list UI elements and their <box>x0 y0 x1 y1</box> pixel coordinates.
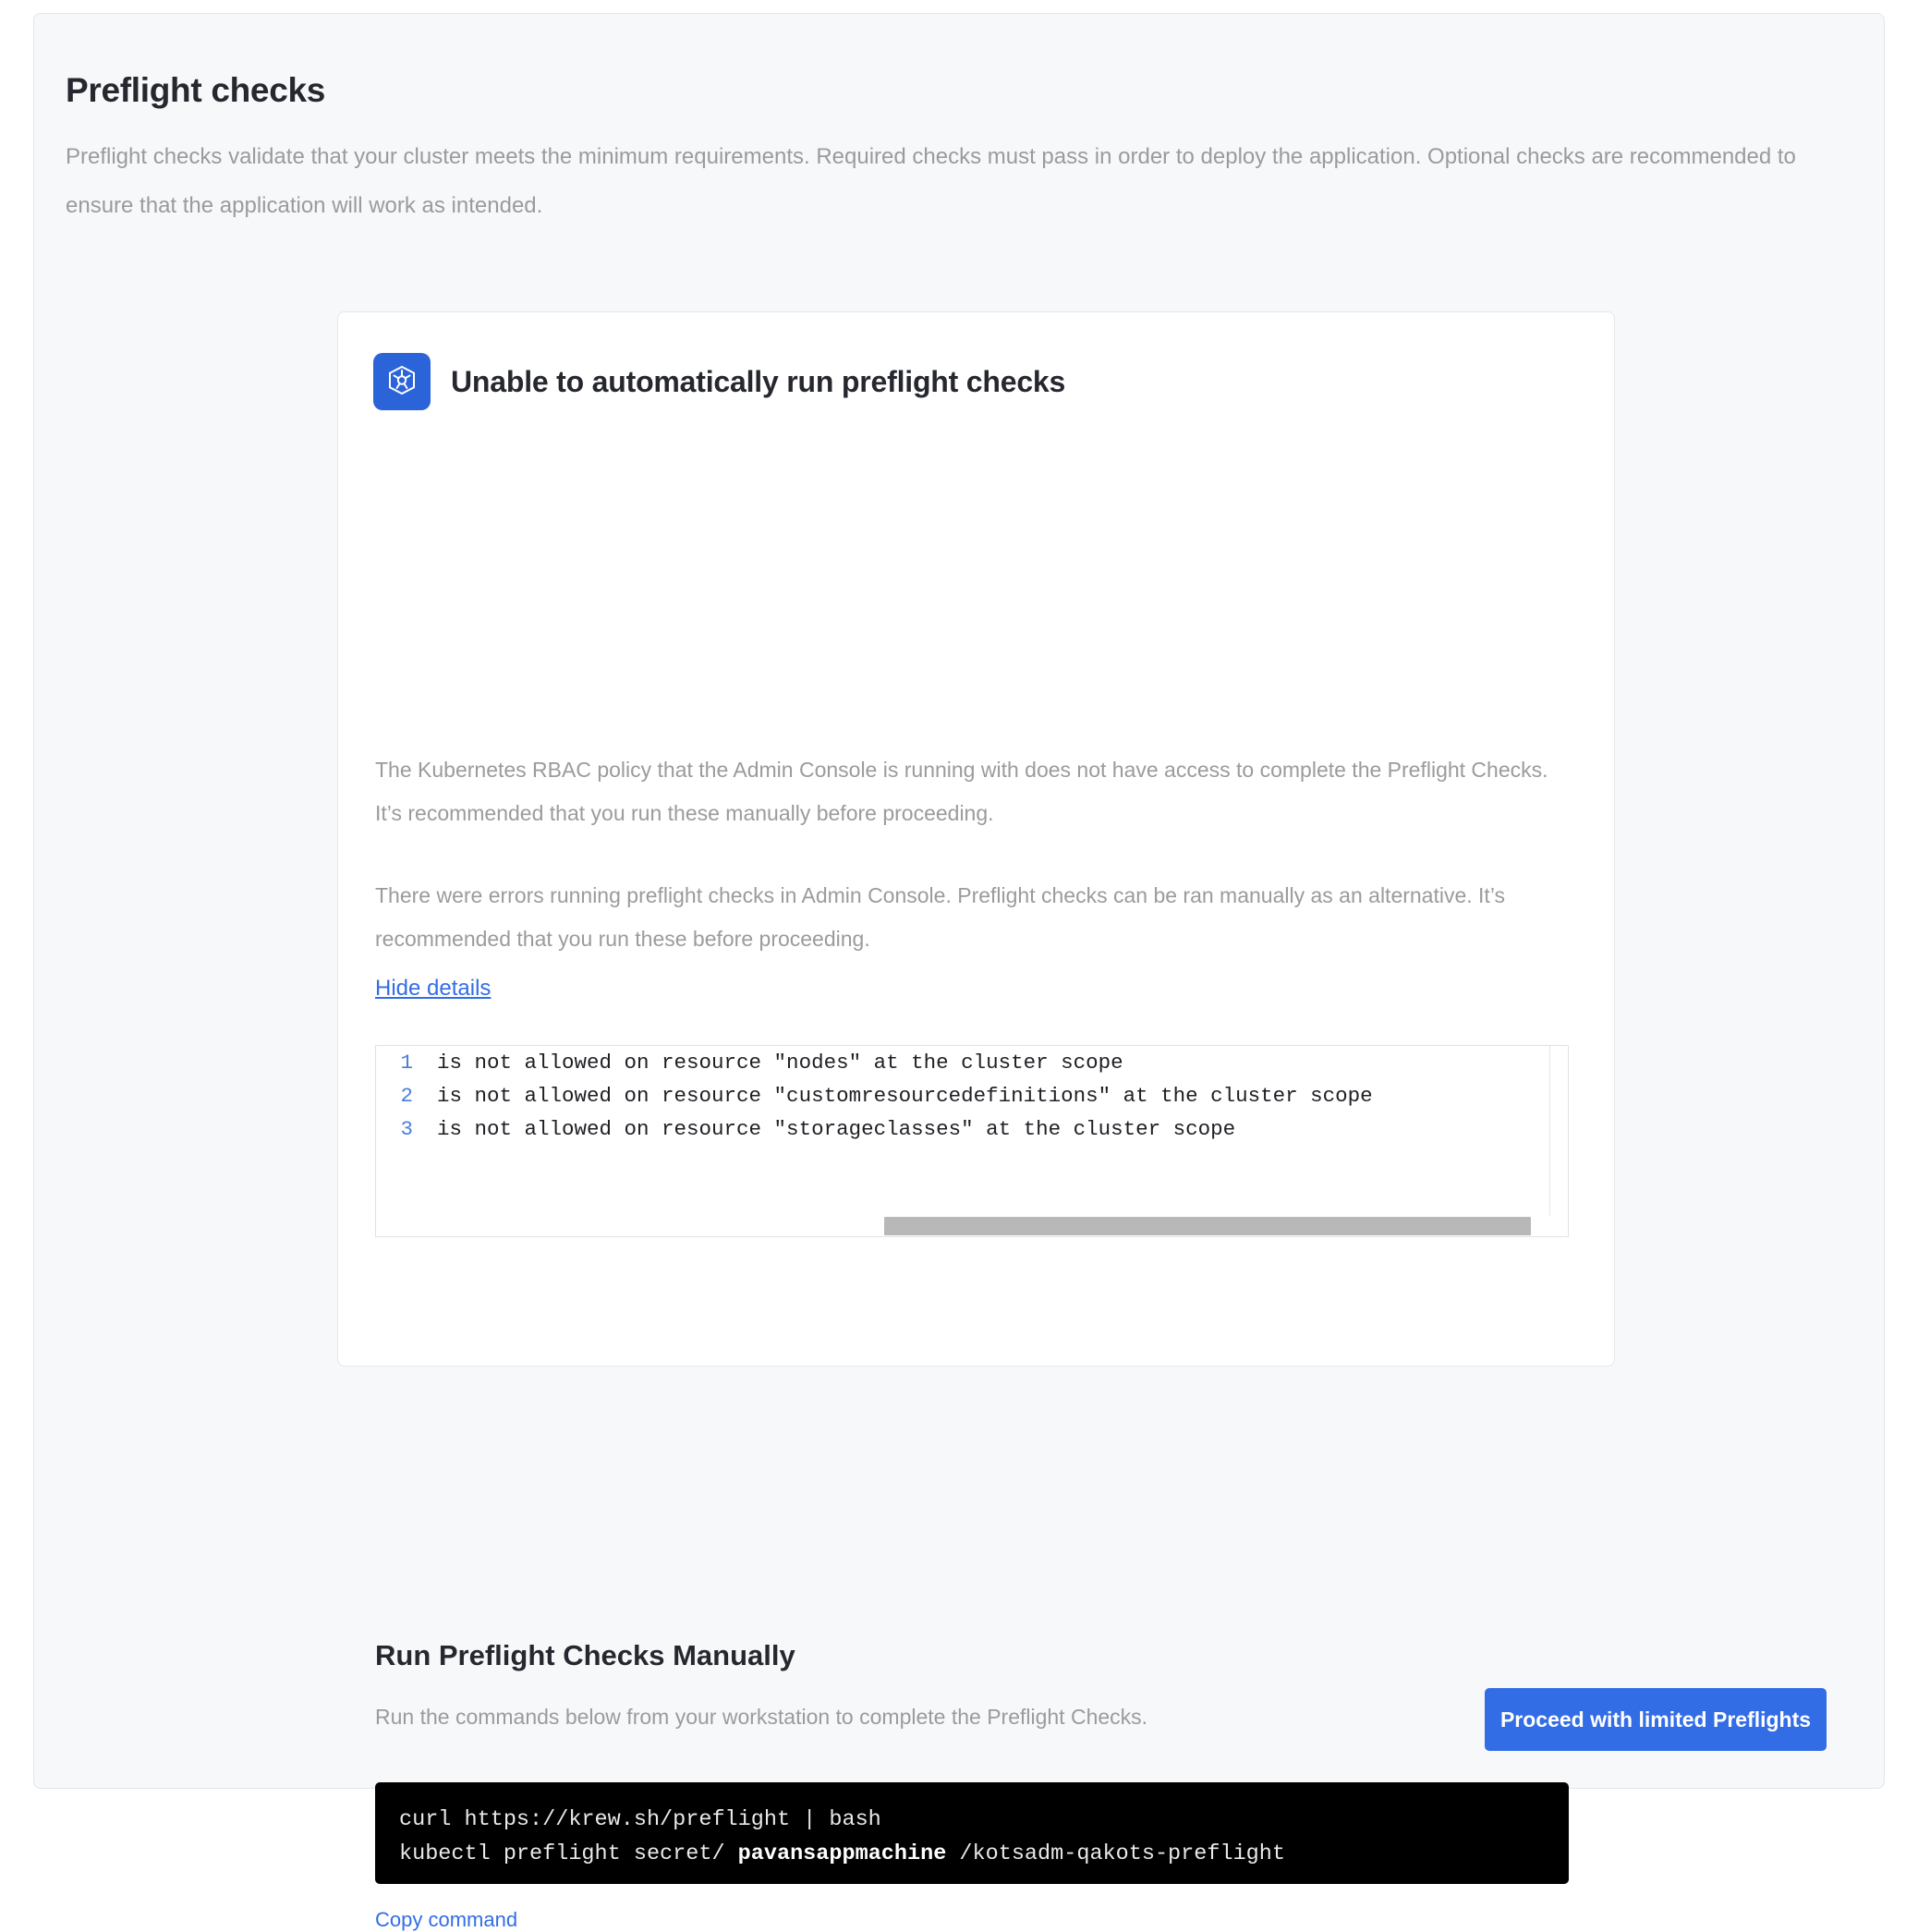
log-line <box>376 1079 1568 1112</box>
command-line-2-prefix: kubectl preflight secret/ <box>399 1841 738 1866</box>
log-line-text: is not allowed on resource "customresourcedefinitions" at the cluster scope <box>437 1084 1373 1108</box>
card-title: Unable to automatically run preflight checks <box>451 364 1066 398</box>
preflight-error-card <box>337 311 1615 1931</box>
card-paragraph-rbac: The Kubernetes RBAC policy that the Admin Console is running with does not have access to complete the Preflight Checks. It’s recommended that you run these manually before proceeding. <box>375 758 1548 825</box>
log-vertical-scrollbar[interactable] <box>1549 1046 1568 1237</box>
log-line-number: 3 <box>400 1117 413 1141</box>
proceed-with-limited-preflights-button[interactable]: Proceed with limited Preflights <box>1485 1688 1827 1751</box>
log-line <box>376 1046 1568 1079</box>
log-content <box>376 1046 1568 1236</box>
command-line-1: curl https://krew.sh/preflight | bash <box>399 1807 881 1832</box>
manual-run-description: Run the commands below from your workstation to complete the Preflight Checks. <box>375 1705 1148 1729</box>
hide-details-link[interactable]: Hide details <box>375 976 492 1001</box>
preflight-error-log[interactable] <box>375 1045 1569 1237</box>
page-title: Preflight checks <box>66 71 326 109</box>
log-line-text: is not allowed on resource "storageclasses" at the cluster scope <box>437 1117 1236 1141</box>
preflight-checks-page <box>33 13 1885 1931</box>
log-line <box>376 1112 1568 1146</box>
kubernetes-icon <box>373 353 431 410</box>
log-line-number: 2 <box>400 1084 413 1108</box>
command-block[interactable] <box>375 1782 1569 1884</box>
log-line-number: 1 <box>400 1051 413 1075</box>
manual-run-title: Run Preflight Checks Manually <box>375 1639 795 1671</box>
command-line-2 <box>399 1837 1545 1871</box>
page-description: Preflight checks validate that your cluster meets the minimum requirements. Required checks must pass in order to deploy the application. Optional checks are recommended to ensure that the application will work as intended. <box>66 144 1796 218</box>
log-line-text: is not allowed on resource "nodes" at the cluster scope <box>437 1051 1123 1075</box>
log-horizontal-scrollbar-thumb[interactable] <box>884 1217 1531 1235</box>
card-paragraph-errors: There were errors running preflight checks in Admin Console. Preflight checks can be ran manually as an alternative. It’s recommended that you run these before proceeding. <box>375 883 1506 951</box>
copy-command-link[interactable]: Copy command <box>375 1908 518 1931</box>
log-horizontal-scrollbar[interactable] <box>376 1216 1568 1236</box>
card-header <box>373 353 1065 410</box>
command-line-2-suffix: /kotsadm-qakots-preflight <box>946 1841 1285 1866</box>
command-line-2-secret-name: pavansappmachine <box>737 1841 947 1866</box>
